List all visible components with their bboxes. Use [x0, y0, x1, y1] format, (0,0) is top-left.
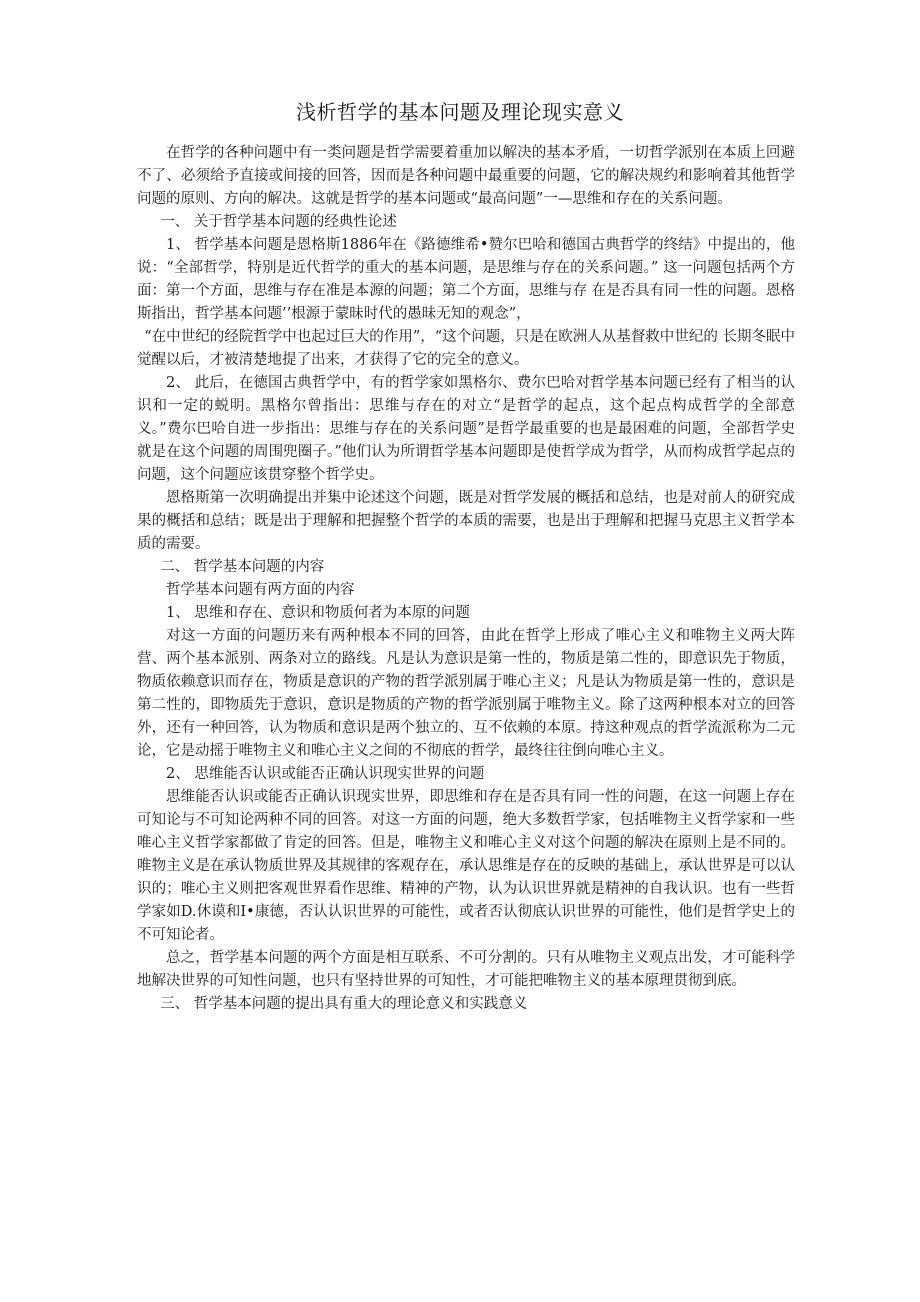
paragraph-2-1: 对这一方面的问题历来有两种根本不同的回答，由此在哲学上形成了唯心主义和唯物主义两大阵营、两个基本派别、两条对立的路线。凡是认为意识是第一性的，物质是第二性的，即意识先于物质，物质依赖意识而存在，物质是意识的产物的哲学派别属于唯心主义；凡是认为物质是第一性的，意识是第二性的，即物质先于意识，意识是物质的产物的哲学派别属于唯物主义。除了这两种根本对立的回答外，还有一种回答，认为物质和意识是两个独立的、互不依赖的本原。持这种观点的哲学流派称为二元论，它是动摇于唯物主义和唯心主义之间的不彻底的哲学，最终往往倒向唯心主义。	[137, 628, 795, 759]
document-body	[137, 142, 795, 1016]
subheading-2-2: 2、 思维能否认识或能否正确认识现实世界的问题	[166, 766, 485, 782]
paragraph-intro: 在哲学的各种问题中有一类问题是哲学需要着重加以解决的基本矛盾，一切哲学派别在本质上回避不了、必须给予直接或间接的回答，因而是各种问题中最重要的问题，它的解决规约和影响着其他哲学问题的原则、方向的解决。这就是哲学的基本问题或“最高问题”一—思维和存在的关系问题。	[137, 145, 795, 207]
paragraph-1-2: 2、 此后，在德国古典哲学中，有的哲学家如黑格尔、费尔巴哈对哲学基本问题已经有了相当的认识和一定的蜕明。黑格尔曾指出：思维与存在的对立“是哲学的起点，这个起点构成哲学的全部意义。”费尔巴哈自进一步指出：思维与存在的关系问题”是哲学最重要的也是最困难的问题，全部哲学史就是在这个问题的周围兜圈子。”他们认为所谓哲学基本问题即是使哲学成为哲学，从而构成哲学起点的问题，这个问题应该贯穿整个哲学史。	[137, 375, 795, 483]
paragraph-1-1: 1、 哲学基本问题是恩格斯1886年在《路德维希•赞尔巴哈和德国古典哲学的终结》中提出的，他说：“全部哲学，特别是近代哲学的重大的基本问题，是思维与存在的关系问题。” 这一问题包括两个方面：第一个方面，思维与存在准是本源的问题；第二个方面，思维与存 在是否具有同一性的问题。恩格斯指出，哲学基本问题’’根源于蒙昧时代的愚昧无知的观念”，	[137, 237, 795, 322]
document-title: 浅析哲学的基本问题及理论现实意义	[296, 100, 624, 124]
paragraph-2-2: 思维能否认识或能否正确认识现实世界，即思维和存在是否具有同一性的问题，在这一问题上存在可知论与不可知论两种不同的回答。对这一方面的问题，绝大多数哲学家，包括唯物主义哲学家和一些唯心主义哲学家都做了肯定的回答。但是，唯物主义和唯心主义对这个问题的解决在原则上是不同的。唯物主义是在承认物质世界及其规律的客观存在，承认思维是存在的反映的基础上，承认世界是可以认识的；唯心主义则把客观世界看作思维、精神的产物，认为认识世界就是精神的自我认识。也有一些哲学家如D.休谟和I•康德，否认认识世界的可能性，或者否认彻底认识世界的可能性，他们是哲学史上的不可知论者。	[137, 789, 795, 943]
paragraph-two-aspects: 哲学基本问题有两方面的内容	[166, 582, 355, 598]
section-heading-3: 三、 哲学基本问题的提出具有重大的理论意义和实践意义	[160, 996, 528, 1012]
subheading-2-1: 1、 思维和存在、意识和物质何者为本原的问题	[166, 605, 470, 621]
section-heading-1: 一、 关于哲学基本问题的经典性论述	[160, 214, 397, 230]
section-heading-2: 二、 哲学基本问题的内容	[160, 559, 325, 575]
paragraph-engels-summary: 恩格斯第一次明确提出并集中论述这个问题，既是对哲学发展的概括和总结，也是对前人的研究成果的概括和总结；既是出于理解和把握整个哲学的本质的需要，也是出于理解和把握马克思主义哲学本质的需要。	[137, 490, 795, 552]
paragraph-1-1-continued: “在中世纪的经院哲学中也起过巨大的作用”，“这个问题，只是在欧洲人从基督救中世纪的 长期冬眠中觉醒以后，才被清楚地提了出来，才获得了它的完全的意义。	[137, 329, 795, 368]
paragraph-conclusion: 总之，哲学基本问题的两个方面是相互联系、不可分割的。只有从唯物主义观点出发，才可能科学地解决世界的可知性问题，也只有坚持世界的可知性，才可能把唯物主义的基本原理贯彻到底。	[137, 950, 795, 989]
